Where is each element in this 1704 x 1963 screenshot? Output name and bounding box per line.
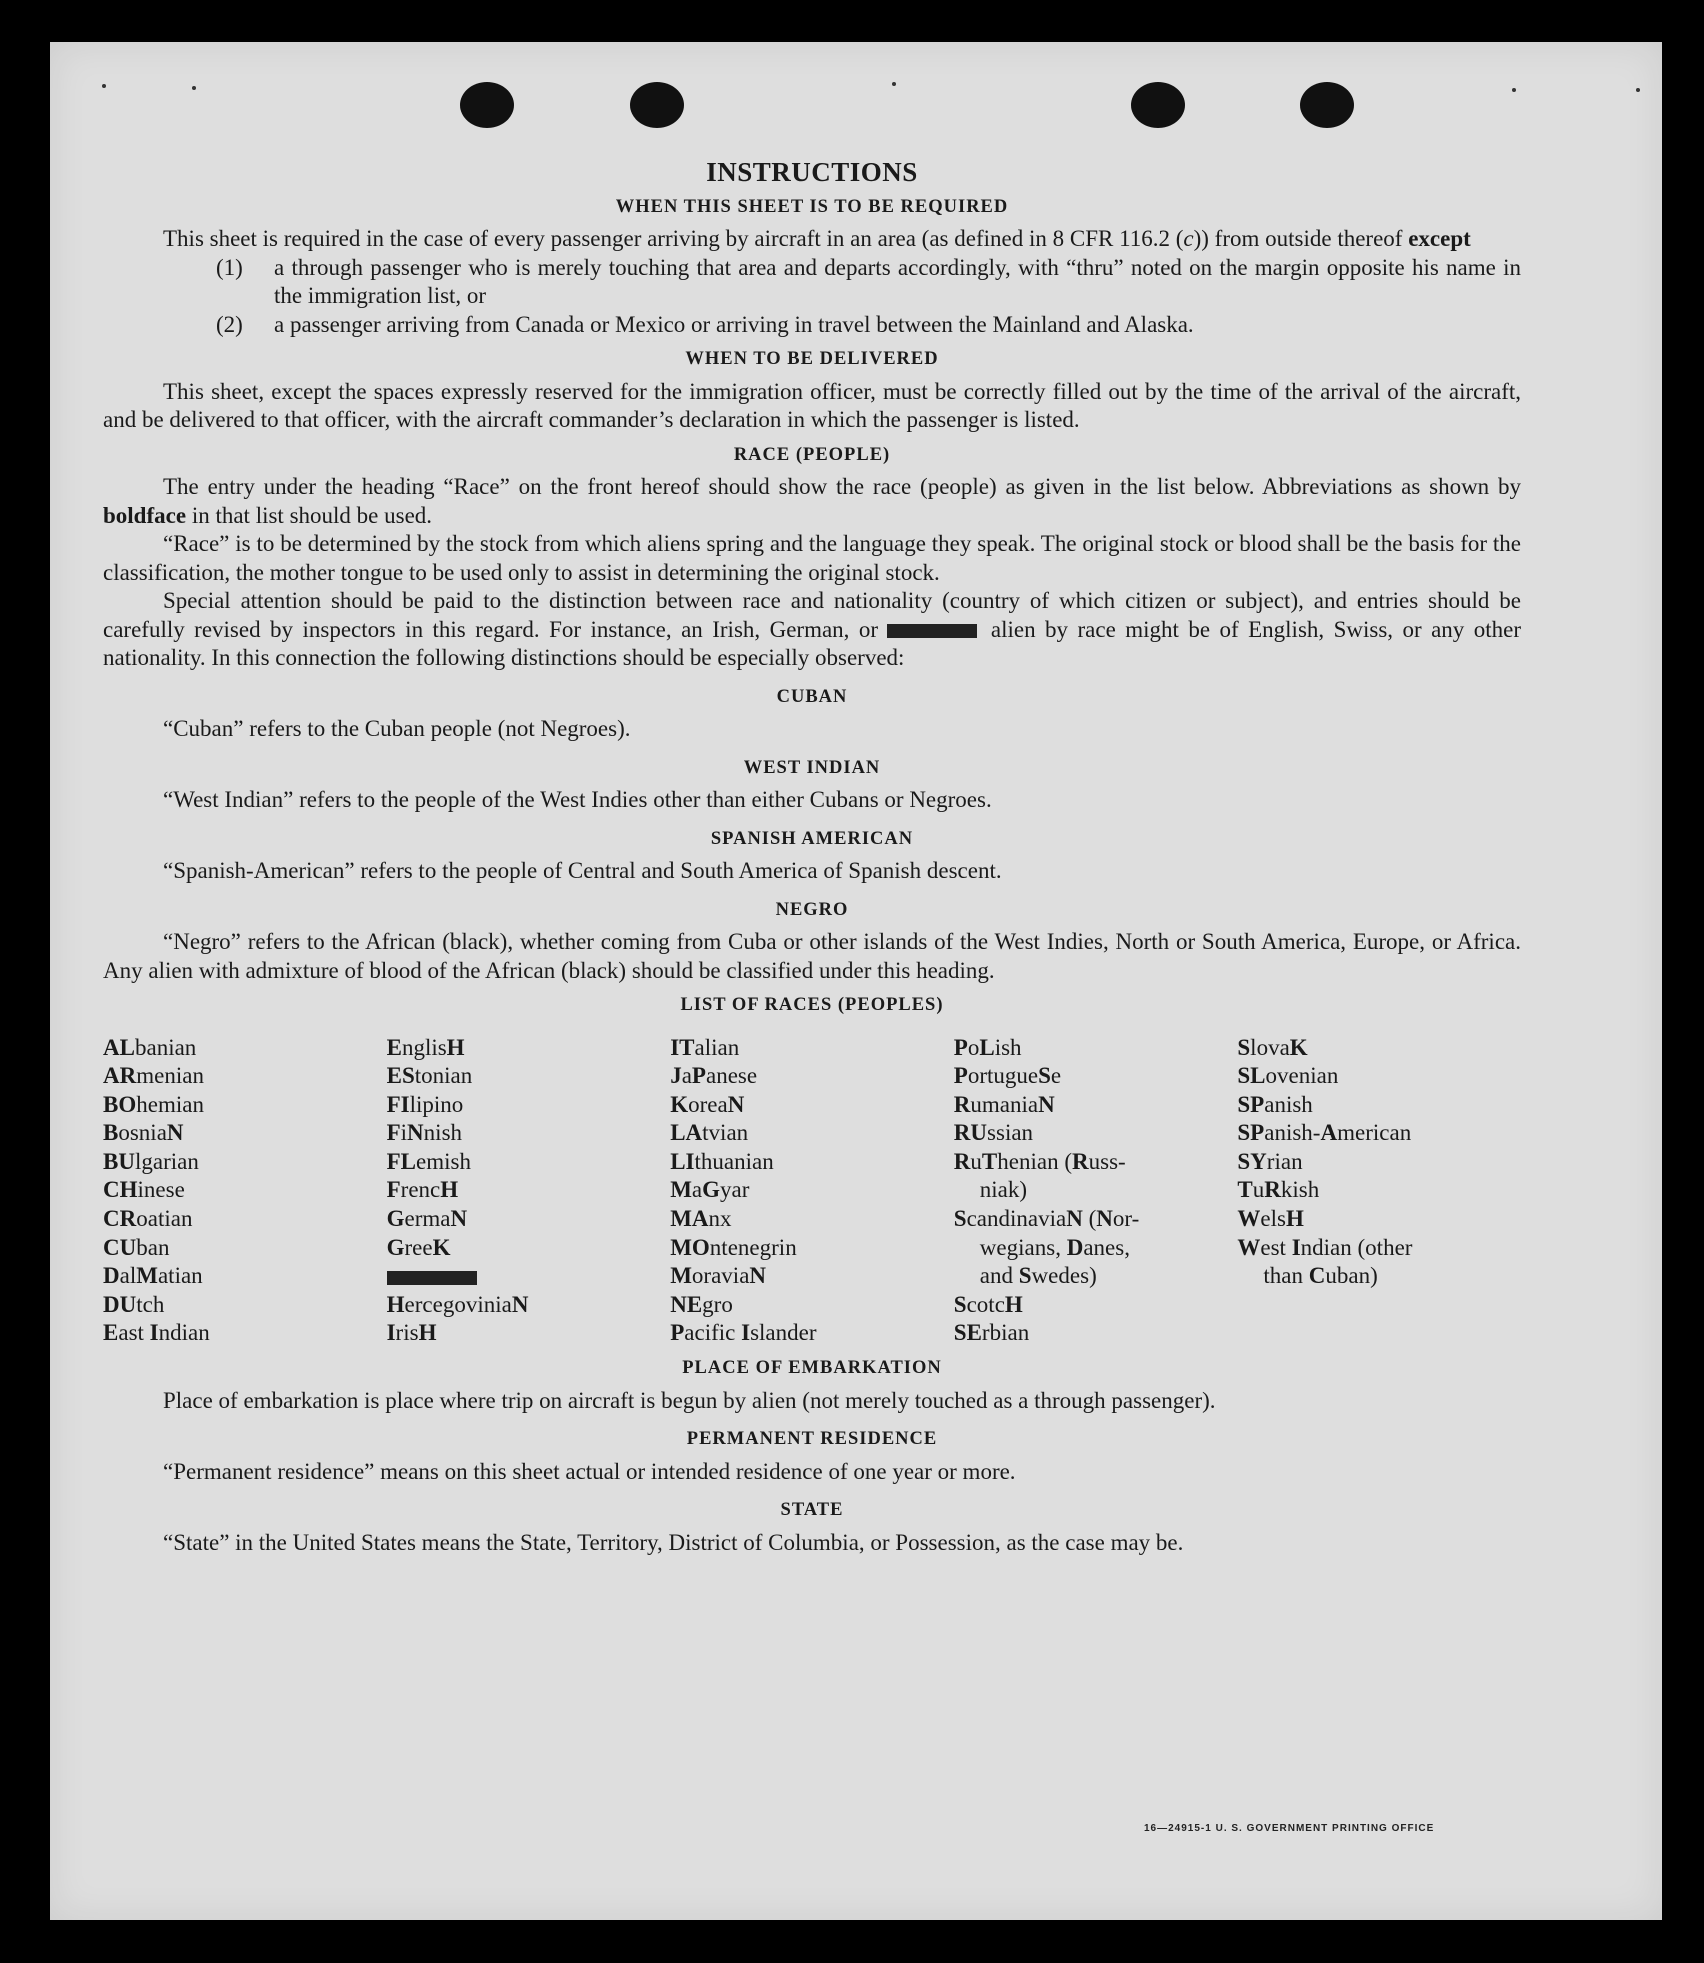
race-entry: DalMatian xyxy=(103,1263,203,1289)
punch-hole xyxy=(460,82,514,128)
race-entry: RumaniaN xyxy=(953,1091,1055,1117)
race-entry: CHinese xyxy=(103,1177,185,1203)
text: This sheet is required in the case of every passenger arriving by aircraft in an area (as defined in 8 CFR 116.2 ( xyxy=(163,226,1184,251)
race-list xyxy=(103,1034,1521,1349)
race-entry: EnglisH xyxy=(386,1034,465,1060)
page-title: INSTRUCTIONS xyxy=(706,157,918,187)
race-column xyxy=(1237,1034,1521,1349)
section-heading: CUBAN xyxy=(776,686,848,707)
race-entry: West Indian (other xyxy=(1237,1234,1413,1260)
paragraph: “Race” is to be determined by the stock from which aliens spring and the language they speak. The original stock or blood shall be the basis for the classification, the mother tongue to be used only to assist in determining the original stock. xyxy=(103,531,1521,585)
section-heading: RACE (PEOPLE) xyxy=(733,444,891,465)
race-entry: DUtch xyxy=(103,1291,165,1317)
race-entry: FLemish xyxy=(386,1148,471,1174)
race-entry: EStonian xyxy=(386,1063,473,1089)
race-entry: ITalian xyxy=(670,1034,740,1060)
text: Special attention should be paid to the distinction between race and nationality (country of which citizen or subject), and entries should be carefully revised by inspectors in this regard. For instance, an Irish, German, or xyxy=(103,588,1521,642)
paragraph: “West Indian” refers to the people of the West Indies other than either Cubans or Negroes. xyxy=(163,787,992,812)
punch-hole xyxy=(630,82,684,128)
paragraph: “Negro” refers to the African (black), whether coming from Cuba or other islands of the West Indies, North or South America, Europe, or Africa. Any alien with admixture of blood of the African (black) should be classified under this heading. xyxy=(103,929,1521,983)
section-heading: WHEN THIS SHEET IS TO BE REQUIRED xyxy=(615,196,1009,217)
speck xyxy=(1512,88,1516,92)
bold-text: except xyxy=(1408,226,1471,251)
section-heading: SPANISH AMERICAN xyxy=(710,828,914,849)
text: c xyxy=(1183,226,1194,251)
race-entry: RUssian xyxy=(953,1120,1034,1146)
race-entry: LIthuanian xyxy=(670,1148,774,1174)
race-entry: SErbian xyxy=(953,1320,1030,1346)
race-entry: SLovenian xyxy=(1237,1063,1339,1089)
race-entry: SPanish-American xyxy=(1237,1120,1412,1146)
paragraph xyxy=(103,225,1521,254)
race-entry: GermaN xyxy=(386,1206,468,1232)
section-heading: WEST INDIAN xyxy=(743,757,881,778)
race-entry: PoLish xyxy=(953,1034,1022,1060)
paragraph: This sheet, except the spaces expressly reserved for the immigration officer, must be correctly filled out by the time of the arrival of the aircraft, and be delivered to that officer, with the aircraft commander’s declaration in which the passenger is listed. xyxy=(103,378,1521,432)
race-column xyxy=(103,1034,387,1349)
punch-hole xyxy=(1131,82,1185,128)
instructions-text xyxy=(103,158,1521,1557)
bold-text: boldface xyxy=(103,502,187,528)
race-entry: SYrian xyxy=(1237,1148,1303,1174)
paragraph: “Cuban” refers to the Cuban people (not Negroes). xyxy=(163,716,631,741)
race-entry: IrisH xyxy=(386,1320,437,1346)
text: )) from outside thereof xyxy=(1193,226,1409,251)
race-entry: MOntenegrin xyxy=(670,1234,797,1260)
race-entry: ScandinaviaN (Nor- xyxy=(953,1206,1140,1232)
section-heading: PERMANENT RESIDENCE xyxy=(686,1429,938,1450)
race-column xyxy=(387,1034,671,1349)
race-entry: FIlipino xyxy=(386,1091,464,1117)
race-entry: HercegoviniaN xyxy=(386,1291,529,1317)
paragraph xyxy=(103,473,1521,530)
speck xyxy=(102,84,106,88)
printing-office-code: 16—24915-1 U. S. GOVERNMENT PRINTING OFFICE xyxy=(1144,1823,1435,1834)
section-heading: STATE xyxy=(780,1500,844,1521)
paragraph: Place of embarkation is place where trip on aircraft is begun by alien (not merely touched as a through passenger). xyxy=(163,1387,1216,1413)
race-entry: wegians, Danes, xyxy=(979,1234,1130,1260)
race-entry: MaGyar xyxy=(670,1177,750,1203)
document-sheet xyxy=(50,42,1662,1920)
race-entry: Pacific Islander xyxy=(670,1320,817,1346)
race-entry: GreeK xyxy=(386,1234,451,1260)
item-number: (1) xyxy=(216,254,243,280)
race-entry: CRoatian xyxy=(103,1206,193,1232)
speck xyxy=(892,82,896,86)
race-entry: ALbanian xyxy=(103,1034,197,1060)
race-entry: East Indian xyxy=(103,1320,210,1346)
race-entry: MAnx xyxy=(670,1206,732,1232)
race-entry: NEgro xyxy=(670,1291,733,1317)
section-heading: PLACE OF EMBARKATION xyxy=(682,1358,942,1379)
race-entry: BUlgarian xyxy=(103,1148,199,1174)
race-entry: ScotcH xyxy=(953,1291,1023,1317)
paragraph: “State” in the United States means the State, Territory, District of Columbia, or Possession, as the case may be. xyxy=(163,1529,1184,1555)
race-entry: BOhemian xyxy=(103,1091,204,1117)
race-entry: and Swedes) xyxy=(979,1263,1097,1289)
item-text: a passenger arriving from Canada or Mexico or arriving in travel between the Mainland and Alaska. xyxy=(274,311,1194,337)
race-entry: WelsH xyxy=(1237,1206,1304,1232)
section-heading: WHEN TO BE DELIVERED xyxy=(685,349,939,369)
race-entry: FrencH xyxy=(386,1177,459,1203)
item-number: (2) xyxy=(216,311,243,337)
race-entry: RuThenian (Russ- xyxy=(953,1148,1126,1174)
race-entry: MoraviaN xyxy=(670,1263,767,1289)
paragraph: “Spanish-American” refers to the people of Central and South America of Spanish descent. xyxy=(163,858,1002,883)
race-entry: PortugueSe xyxy=(953,1063,1062,1089)
list-item xyxy=(216,311,1521,340)
paragraph xyxy=(103,587,1521,673)
section-heading: LIST OF RACES (PEOPLES) xyxy=(680,995,944,1015)
redaction-mark xyxy=(387,1271,477,1285)
text: The entry under the heading “Race” on the front hereof should show the race (people) as given in the list below. Abbreviations as shown by xyxy=(163,474,1521,499)
race-entry: JaPanese xyxy=(670,1063,758,1089)
punch-hole xyxy=(1300,82,1354,128)
redacted-race-entry xyxy=(387,1262,671,1291)
paragraph: “Permanent residence” means on this sheet actual or intended residence of one year or more. xyxy=(163,1458,1016,1484)
race-entry: LAtvian xyxy=(670,1120,749,1146)
race-entry: ARmenian xyxy=(103,1063,204,1089)
race-entry: SlovaK xyxy=(1237,1034,1308,1060)
race-entry: BosniaN xyxy=(103,1120,184,1146)
race-entry: niak) xyxy=(979,1177,1028,1203)
section-heading: NEGRO xyxy=(775,899,849,920)
speck xyxy=(192,86,196,90)
race-entry: KoreaN xyxy=(670,1091,745,1117)
speck xyxy=(1636,88,1640,92)
race-entry: than Cuban) xyxy=(1263,1263,1378,1289)
race-column xyxy=(954,1034,1238,1349)
race-entry: SPanish xyxy=(1237,1091,1313,1117)
race-entry: FiNnish xyxy=(386,1120,463,1146)
text: in that list should be used. xyxy=(186,502,433,528)
race-entry: TuRkish xyxy=(1237,1177,1320,1203)
race-column xyxy=(670,1034,954,1349)
redaction-mark xyxy=(887,624,977,638)
text: alien by race might be of English, Swiss, or any other nationality. In this connection the following distinctions should be especially observed: xyxy=(103,616,1521,670)
race-entry: CUban xyxy=(103,1234,170,1260)
item-text: a through passenger who is merely touching that area and departs accordingly, with “thru” noted on the margin opposite his name in the immigration list, or xyxy=(274,254,1521,308)
list-item xyxy=(216,254,1521,311)
